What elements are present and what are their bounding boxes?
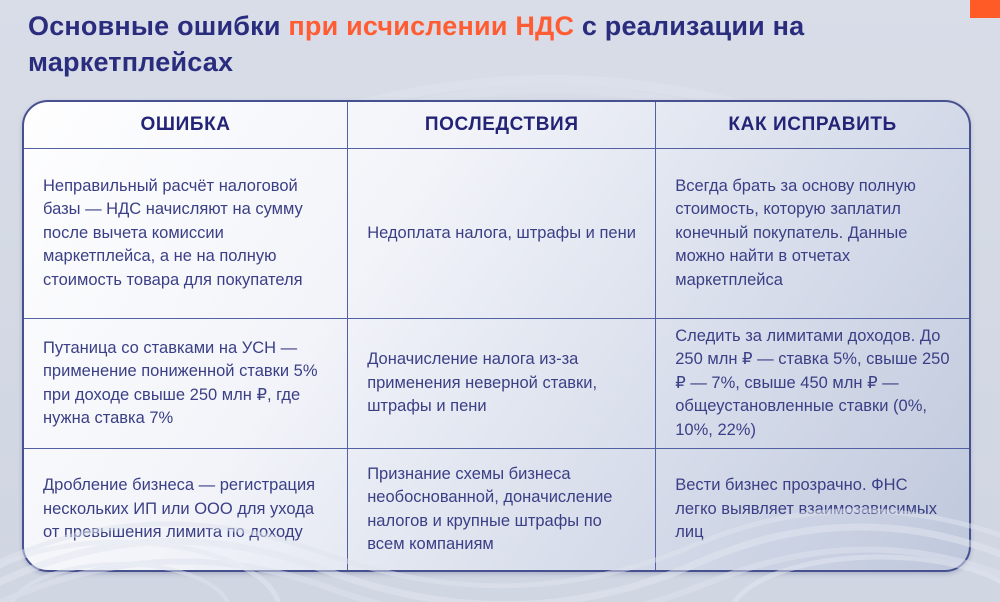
swirl-watermark-bottom [0,412,1000,602]
table-header-row [24,102,969,148]
header-error: ОШИБКА [140,113,231,135]
cell-consequence-1 [347,149,655,318]
header-consequences: ПОСЛЕДСТВИЯ [347,102,655,148]
cell-error-1 [24,149,347,318]
title-highlight: при исчислении НДС [288,11,575,41]
title-part1: Основные ошибки [28,11,289,41]
cell-text: Вести бизнес прозрачно. ФНС легко выявляет взаимозависимых лиц [675,476,938,542]
cell-text: Неправильный расчёт налоговой базы — НДС начисляют на сумму после вычета комиссии маркетплейса, а не на полную стоимость товара для покупателя [43,176,303,289]
cell-text: Следить за лимитами доходов. До 250 млн ₽ — ставка 5%, свыше 250 ₽ — 7%, свыше 450 млн ₽ — общеустановленные ставки (0%, 10%, 22%) [675,326,950,439]
cell-text: Признание схемы бизнеса необоснованной, доначисление налогов и крупные штрафы по всем компаниям [367,464,613,553]
header-how-to-fix: КАК ИСПРАВИТЬ [655,102,969,148]
cell-fix-1 [655,149,969,318]
page-title [28,9,963,81]
cell-text: Недоплата налога, штрафы и пени [367,223,636,242]
corner-accent-block [970,0,1000,18]
cell-text: Доначисление налога из-за применения неверной ставки, штрафы и пени [367,350,598,416]
cell-text: Путаница со ставками на УСН — применение пониженной ставки 5% при доходе свыше 250 млн ₽, где нужна ставка 7% [43,338,318,427]
table-row [24,148,969,318]
cell-text: Дробление бизнеса — регистрация нескольких ИП или ООО для ухода от превышения лимита по доходу [43,476,316,542]
cell-text: Всегда брать за основу полную стоимость, которую заплатил конечный покупатель. Данные можно найти в отчетах маркетплейса [675,176,916,289]
title-part2: с реализации на маркетплейсах [28,11,805,77]
